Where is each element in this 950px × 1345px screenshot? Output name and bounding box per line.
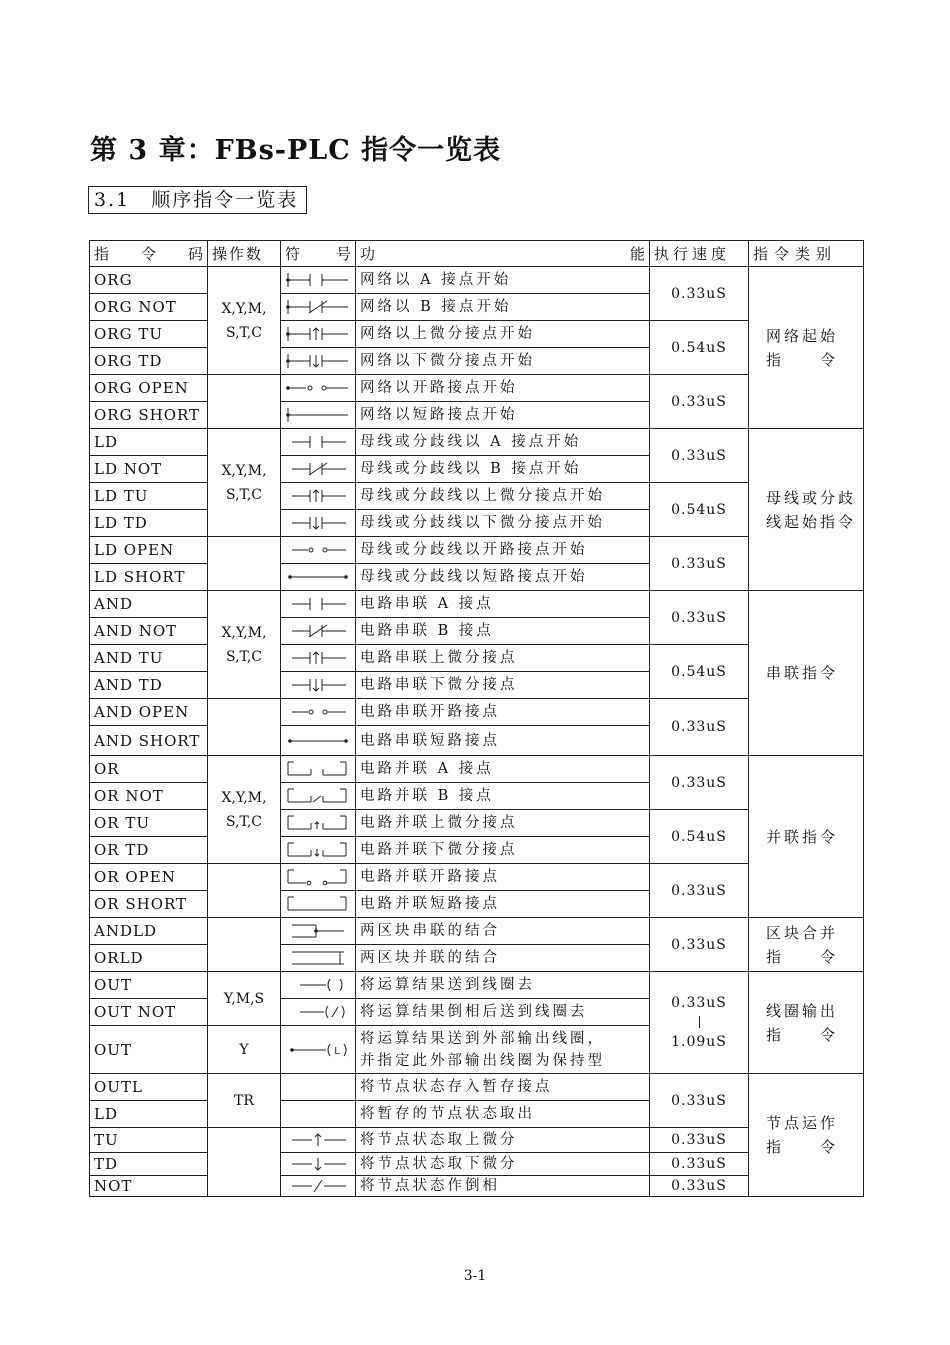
symbol-cell [281, 591, 356, 618]
speed-cell [650, 756, 749, 810]
operand-cell [208, 537, 281, 591]
function-text: 电路串联 B 接点 [356, 618, 650, 645]
instruction-code: ORG TD [90, 348, 208, 375]
function-text: 母线或分歧线以上微分接点开始 [356, 483, 650, 510]
table-row [90, 864, 864, 891]
symbol-cell [281, 321, 356, 348]
function-text: 电路串联开路接点 [356, 699, 650, 726]
instruction-code: OUT [90, 972, 208, 999]
instruction-code: OR NOT [90, 783, 208, 810]
category-cell [749, 972, 864, 1074]
speed-value: 0.33uS [671, 774, 727, 791]
operand-cell [208, 375, 281, 429]
symbol-ser-td-icon [284, 675, 352, 695]
table-row [90, 321, 864, 348]
symbol-cell [281, 726, 356, 756]
symbol-cell [281, 945, 356, 972]
instruction-code: AND SHORT [90, 726, 208, 756]
category-cell [749, 1074, 864, 1197]
function-text: 将节点状态取下微分 [356, 1153, 650, 1176]
symbol-cell [281, 537, 356, 564]
category-line: 节点运作 [766, 1114, 839, 1132]
symbol-cell [281, 456, 356, 483]
instruction-code: OR TD [90, 837, 208, 864]
table-row [90, 918, 864, 945]
category-text: 并联指令 [766, 827, 839, 846]
table-row [90, 1153, 864, 1176]
symbol-cell [281, 1176, 356, 1197]
speed-cell [650, 537, 749, 591]
operand-cell [208, 267, 281, 375]
instruction-code: OUT NOT [90, 999, 208, 1026]
symbol-cell [281, 699, 356, 726]
instruction-code: OR OPEN [90, 864, 208, 891]
category-line: 线圈输出 [766, 1001, 839, 1020]
symbol-par-b-icon [284, 786, 352, 806]
function-text: 电路串联短路接点 [356, 726, 650, 756]
function-text: 电路并联下微分接点 [356, 837, 650, 864]
instruction-code: LD [90, 1101, 208, 1128]
symbol-par-short-icon [284, 894, 352, 914]
symbol-cell [281, 999, 356, 1026]
speed-cell [650, 810, 749, 864]
symbol-cell [281, 618, 356, 645]
speed-value: 0.33uS [671, 1092, 727, 1109]
symbol-cell [281, 810, 356, 837]
speed-value: 0.33uS [671, 719, 727, 735]
speed-value: 0.33uS [671, 555, 727, 572]
speed-value: 0.33uS [671, 1178, 727, 1194]
table-row [90, 645, 864, 672]
table-row [90, 756, 864, 783]
function-text: 网络以 A 接点开始 [356, 267, 650, 294]
table-row [90, 699, 864, 726]
operand-text: Y [239, 1041, 249, 1058]
table-row [90, 972, 864, 999]
function-text: 网络以开路接点开始 [356, 375, 650, 402]
speed-cell [650, 483, 749, 537]
range-bar [699, 1016, 700, 1028]
symbol-cell [281, 510, 356, 537]
header-code-char: 指 [94, 244, 110, 263]
symbol-ser-td-icon [284, 513, 352, 533]
header-symbol-char: 符 [285, 244, 301, 263]
function-text: 将节点状态作倒相 [356, 1176, 650, 1197]
coil-latch-letter: L [334, 1045, 340, 1057]
instruction-code: ORG SHORT [90, 402, 208, 429]
table-header-row [90, 241, 864, 267]
chapter-title: 第 3 章：FBs-PLC 指令一览表 [90, 135, 502, 166]
speed-value: 0.54uS [671, 663, 727, 680]
table-row [90, 537, 864, 564]
operand-text: TR [234, 1092, 254, 1109]
header-code [90, 241, 208, 267]
symbol-cell [281, 1153, 356, 1176]
symbol-cell [281, 564, 356, 591]
speed-value: 0.33uS [671, 936, 727, 953]
symbol-par-open-icon [284, 867, 352, 887]
symbol-ser-tu-icon [284, 486, 352, 506]
function-text: 两区块并联的结合 [356, 945, 650, 972]
category-cell [749, 591, 864, 756]
speed-range-to: 1.09uS [671, 1034, 727, 1050]
header-operands [208, 241, 281, 267]
instruction-code: OR TU [90, 810, 208, 837]
operand-line: X,Y,M, [221, 624, 267, 641]
speed-cell [650, 321, 749, 375]
header-category [749, 241, 864, 267]
instruction-code: OR SHORT [90, 891, 208, 918]
operand-cell [208, 699, 281, 756]
header-speed-label: 执行速度 [654, 244, 731, 263]
symbol-node-not-icon [284, 1176, 352, 1196]
operand-line: S,T,C [226, 486, 262, 503]
instruction-code: TU [90, 1128, 208, 1153]
header-operands-label: 操作数 [212, 244, 264, 263]
speed-cell [650, 1176, 749, 1197]
speed-value: 0.54uS [671, 339, 727, 356]
header-symbol-char: 号 [335, 244, 351, 263]
symbol-cell [281, 1101, 356, 1128]
symbol-cell [281, 294, 356, 321]
category-line: 网络起始 [766, 326, 839, 345]
symbol-par-a-icon [284, 759, 352, 779]
symbol-cell [281, 972, 356, 999]
speed-cell [650, 1128, 749, 1153]
category-cell [749, 756, 864, 918]
page-number: 3-1 [463, 1268, 487, 1284]
instruction-code: ORG TU [90, 321, 208, 348]
symbol-cell [281, 864, 356, 891]
category-line: 指 令 [766, 1025, 839, 1044]
speed-cell [650, 591, 749, 645]
category-line: 指 令 [766, 1138, 839, 1156]
instruction-code: ANDLD [90, 918, 208, 945]
function-text [356, 1026, 650, 1074]
instruction-code: AND TU [90, 645, 208, 672]
operand-line: X,Y,M, [221, 300, 267, 317]
category-line: 指 令 [766, 947, 839, 966]
symbol-ser-open-icon [284, 540, 352, 560]
symbol-org-short-icon [284, 405, 352, 425]
instruction-code: ORG [90, 267, 208, 294]
function-text: 网络以上微分接点开始 [356, 321, 650, 348]
symbol-cell [281, 756, 356, 783]
table-row [90, 1074, 864, 1101]
function-text: 母线或分歧线以 B 接点开始 [356, 456, 650, 483]
category-cell [749, 918, 864, 972]
header-code-char: 令 [140, 244, 156, 263]
speed-value: 0.33uS [671, 1156, 727, 1172]
instruction-code: OUTL [90, 1074, 208, 1101]
function-text: 电路并联短路接点 [356, 891, 650, 918]
speed-cell [650, 918, 749, 972]
table-row [90, 483, 864, 510]
symbol-cell [281, 348, 356, 375]
symbol-node-td-icon [284, 1154, 352, 1174]
symbol-cell [281, 267, 356, 294]
symbol-cell [281, 1074, 356, 1101]
operand-cell [208, 1128, 281, 1197]
speed-value: 0.33uS [671, 609, 727, 626]
function-text: 母线或分歧线以下微分接点开始 [356, 510, 650, 537]
header-speed [650, 241, 749, 267]
function-text: 电路并联 A 接点 [356, 756, 650, 783]
instruction-code: LD SHORT [90, 564, 208, 591]
category-line: 指 令 [766, 350, 839, 369]
speed-value: 0.33uS [671, 393, 727, 410]
category-cell [749, 429, 864, 591]
table-row [90, 810, 864, 837]
category-line: 线起始指令 [766, 512, 857, 531]
operand-line: S,T,C [226, 813, 262, 830]
symbol-ser-a-icon [284, 432, 352, 452]
speed-value: 0.33uS [671, 447, 727, 464]
instruction-code: LD NOT [90, 456, 208, 483]
function-text: 电路串联 A 接点 [356, 591, 650, 618]
symbol-ld-short-icon [284, 731, 352, 751]
operand-cell [208, 972, 281, 1026]
instruction-code: NOT [90, 1176, 208, 1197]
speed-range-from: 0.33uS [671, 995, 727, 1011]
function-text: 将节点状态取上微分 [356, 1128, 650, 1153]
symbol-org-open-icon [284, 378, 352, 398]
symbol-orld-icon [284, 948, 352, 968]
operand-cell [208, 864, 281, 918]
function-text: 电路串联下微分接点 [356, 672, 650, 699]
function-text: 网络以短路接点开始 [356, 402, 650, 429]
instruction-code: ORG NOT [90, 294, 208, 321]
function-text: 将暂存的节点状态取出 [356, 1101, 650, 1128]
operand-cell [208, 591, 281, 699]
speed-cell [650, 645, 749, 699]
symbol-coil-latch-icon [284, 1040, 352, 1060]
symbol-cell [281, 891, 356, 918]
instruction-code: AND NOT [90, 618, 208, 645]
instruction-code: AND OPEN [90, 699, 208, 726]
header-code-char: 码 [187, 244, 203, 263]
speed-value: 0.33uS [671, 1132, 727, 1148]
symbol-cell [281, 375, 356, 402]
function-text: 电路并联 B 接点 [356, 783, 650, 810]
instruction-code: ORLD [90, 945, 208, 972]
symbol-par-tu-icon [284, 813, 352, 833]
category-line: 区块合并 [766, 923, 839, 942]
instruction-table [89, 240, 864, 1197]
function-line: 将运算结果送到外部输出线圈， [360, 1030, 605, 1047]
symbol-cell [281, 1128, 356, 1153]
speed-value: 0.33uS [671, 285, 727, 302]
header-function-char: 功 [360, 244, 376, 263]
operand-line: X,Y,M, [221, 462, 267, 479]
instruction-code: OUT [90, 1026, 208, 1074]
function-text: 将节点状态存入暂存接点 [356, 1074, 650, 1101]
operand-line: X,Y,M, [221, 789, 267, 806]
instruction-code: LD [90, 429, 208, 456]
symbol-cell [281, 645, 356, 672]
category-line: 母线或分歧 [766, 488, 857, 507]
operand-cell [208, 918, 281, 972]
category-text: 串联指令 [766, 664, 839, 682]
operand-cell [208, 1026, 281, 1074]
header-function [356, 241, 650, 267]
function-text: 网络以下微分接点开始 [356, 348, 650, 375]
symbol-node-tu-icon [284, 1130, 352, 1150]
operand-cell [208, 1074, 281, 1128]
speed-cell [650, 864, 749, 918]
symbol-ser-b-icon [284, 459, 352, 479]
function-text: 母线或分歧线以短路接点开始 [356, 564, 650, 591]
symbol-org-a-icon [284, 270, 352, 290]
speed-value: 0.54uS [671, 828, 727, 845]
header-function-char: 能 [629, 244, 645, 263]
table-row [90, 591, 864, 618]
operand-line: S,T,C [226, 648, 262, 665]
section-title: 3.1 顺序指令一览表 [88, 186, 307, 214]
speed-cell [650, 429, 749, 483]
symbol-cell [281, 783, 356, 810]
instruction-code: TD [90, 1153, 208, 1176]
instruction-code: LD TU [90, 483, 208, 510]
instruction-code: ORG OPEN [90, 375, 208, 402]
header-symbol [281, 241, 356, 267]
symbol-par-td-icon [284, 840, 352, 860]
symbol-cell [281, 672, 356, 699]
table-row [90, 429, 864, 456]
operand-text: Y,M,S [223, 990, 265, 1007]
symbol-ld-short-icon [284, 567, 352, 587]
table-row [90, 375, 864, 402]
symbol-coil-icon [284, 975, 352, 995]
operand-cell [208, 756, 281, 864]
symbol-cell [281, 837, 356, 864]
speed-cell [650, 267, 749, 321]
function-text: 电路并联上微分接点 [356, 810, 650, 837]
symbol-coil-not-icon [284, 1002, 352, 1022]
speed-cell [650, 1074, 749, 1128]
function-text: 两区块串联的结合 [356, 918, 650, 945]
instruction-code: AND [90, 591, 208, 618]
function-text: 网络以 B 接点开始 [356, 294, 650, 321]
function-text: 电路串联上微分接点 [356, 645, 650, 672]
operand-line: S,T,C [226, 324, 262, 341]
symbol-ser-tu-icon [284, 648, 352, 668]
instruction-code: LD TD [90, 510, 208, 537]
speed-value: 0.54uS [671, 501, 727, 518]
category-cell [749, 267, 864, 429]
symbol-ser-open-icon [284, 702, 352, 722]
speed-cell [650, 699, 749, 756]
speed-cell [650, 375, 749, 429]
table-row [90, 1128, 864, 1153]
function-text: 母线或分歧线以 A 接点开始 [356, 429, 650, 456]
instruction-code: AND TD [90, 672, 208, 699]
symbol-cell [281, 1026, 356, 1074]
speed-cell [650, 972, 749, 1074]
symbol-cell [281, 429, 356, 456]
instruction-code: LD OPEN [90, 537, 208, 564]
operand-cell [208, 429, 281, 537]
symbol-cell [281, 483, 356, 510]
symbol-ser-b-icon [284, 621, 352, 641]
symbol-org-td-icon [284, 351, 352, 371]
instruction-code: OR [90, 756, 208, 783]
symbol-org-b-icon [284, 297, 352, 317]
header-category-label: 指令类别 [753, 244, 838, 263]
symbol-cell [281, 402, 356, 429]
symbol-andld-icon [284, 921, 352, 941]
function-text: 电路并联开路接点 [356, 864, 650, 891]
symbol-org-tu-icon [284, 324, 352, 344]
symbol-cell [281, 918, 356, 945]
function-text: 将运算结果倒相后送到线圈去 [356, 999, 650, 1026]
table-row [90, 1176, 864, 1197]
function-line: 并指定此外部输出线圈为保持型 [360, 1052, 605, 1069]
function-text: 将运算结果送到线圈去 [356, 972, 650, 999]
speed-cell [650, 1153, 749, 1176]
table-row [90, 267, 864, 294]
function-text: 母线或分歧线以开路接点开始 [356, 537, 650, 564]
symbol-ser-a-icon [284, 594, 352, 614]
speed-value: 0.33uS [671, 882, 727, 899]
